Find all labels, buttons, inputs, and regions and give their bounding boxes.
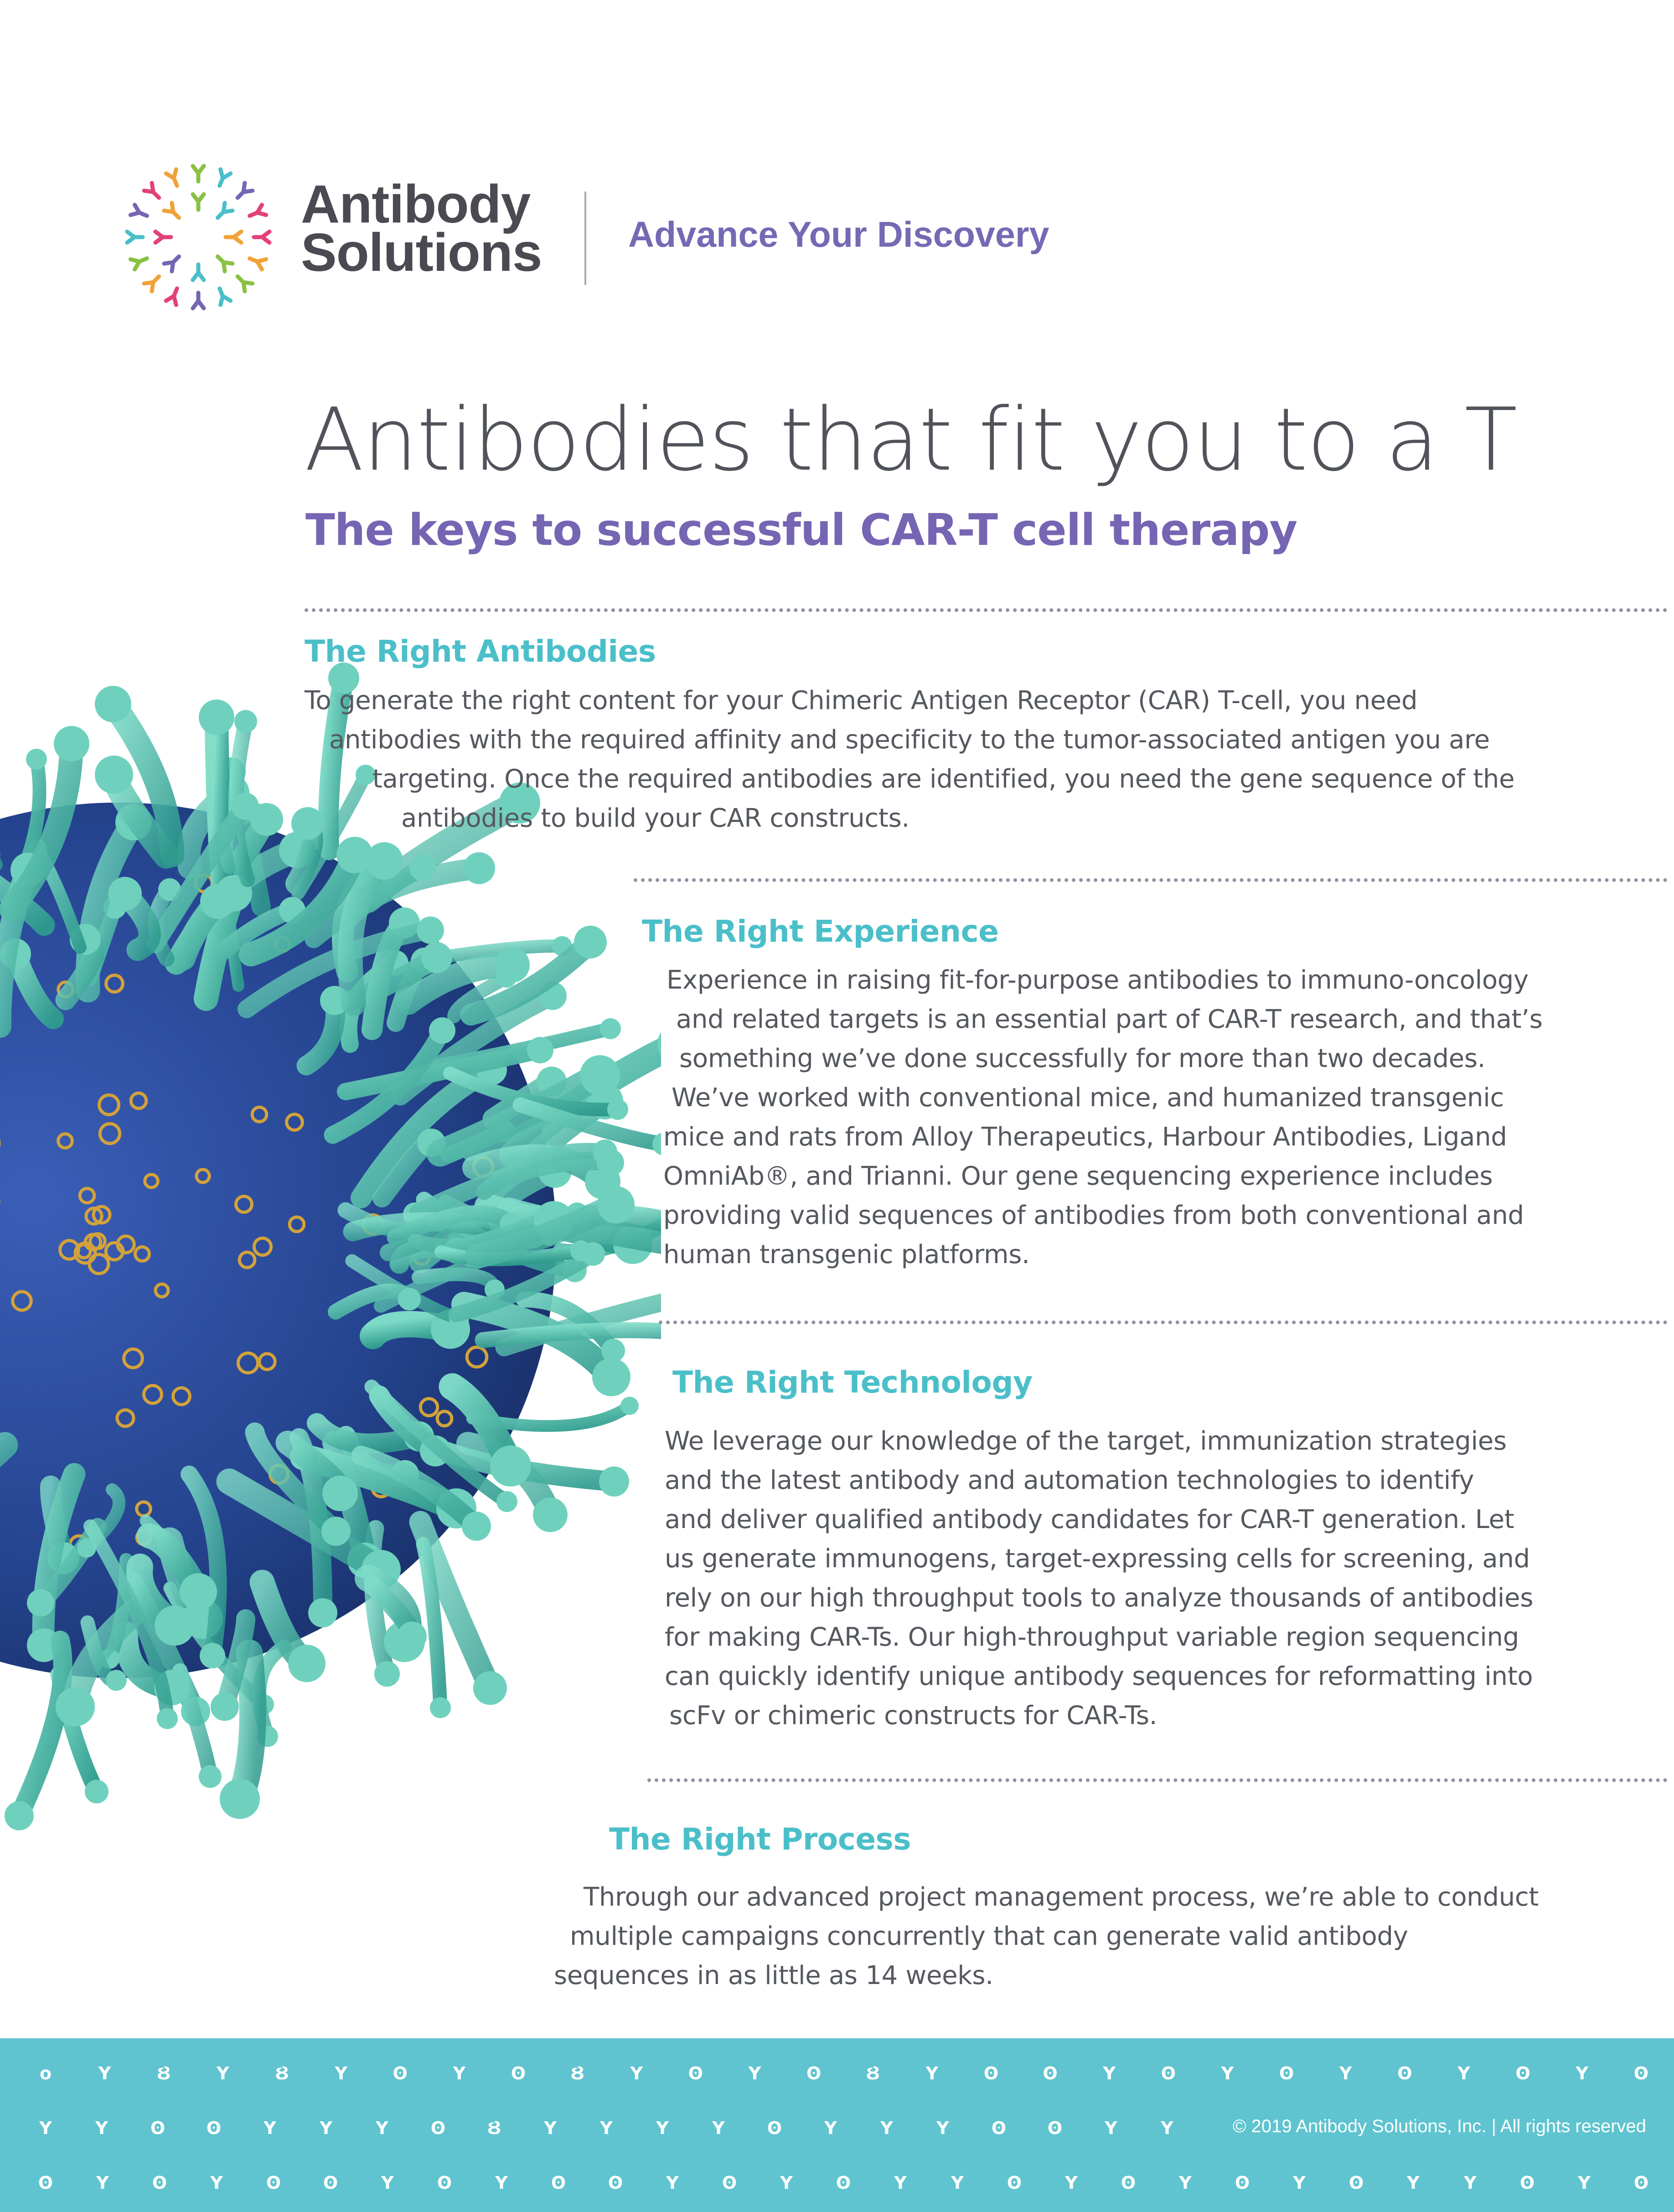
antibody-glyph-icon — [144, 273, 163, 291]
antibody-glyph-icon — [166, 286, 182, 305]
pattern-glyph: Y — [264, 2118, 276, 2138]
pattern-glyph: ʘ — [991, 2118, 1007, 2138]
tentacle-tip — [398, 1288, 421, 1311]
pattern-glyph: Y — [1293, 2173, 1306, 2193]
tentacle-tip — [54, 726, 89, 762]
tentacle-tip — [421, 942, 452, 973]
pattern-glyph: Y — [98, 2063, 111, 2083]
pattern-glyph: o — [39, 2063, 52, 2083]
antibody-glyph-icon — [193, 166, 204, 181]
header-divider — [584, 192, 586, 285]
pattern-glyph: Y — [1339, 2063, 1352, 2083]
body-line: We’ve worked with conventional mice, and humanized transgenic — [672, 1083, 1504, 1113]
tentacle-tip — [322, 1476, 358, 1511]
section-divider — [659, 1321, 1668, 1324]
pattern-glyph: ʘ — [1047, 2118, 1063, 2138]
pattern-glyph: Ȣ — [275, 2063, 289, 2083]
tentacle-tip — [26, 749, 47, 770]
pattern-glyph: ʘ — [1633, 2173, 1649, 2193]
section-divider — [647, 1778, 1668, 1782]
pattern-glyph: ʘ — [430, 2118, 446, 2138]
tentacle-tip — [463, 852, 495, 884]
page-subtitle: The keys to successful CAR-T cell therapy — [305, 505, 1297, 555]
antibody-glyph-icon — [127, 232, 143, 243]
pattern-glyph: Y — [39, 2118, 52, 2138]
pattern-glyph: ʘ — [437, 2173, 452, 2193]
tentacle-tip — [496, 968, 517, 988]
pattern-glyph: ʘ — [1161, 2063, 1176, 2083]
tagline: Advance Your Discovery — [628, 214, 1049, 254]
antibody-glyph-icon — [234, 183, 253, 202]
antibody-glyph-icon — [155, 232, 171, 243]
tentacle-tip — [607, 1099, 628, 1120]
body-line: sequences in as little as 14 weeks. — [554, 1961, 993, 1990]
tentacle-tip — [85, 1780, 108, 1803]
body-line: scFv or chimeric constructs for CAR-Ts. — [669, 1701, 1157, 1730]
pattern-glyph: Y — [544, 2118, 557, 2138]
tentacle-tip — [599, 1466, 629, 1497]
body-line: We leverage our knowledge of the target, immunization strategies — [665, 1426, 1507, 1456]
pattern-glyph: Y — [95, 2118, 108, 2138]
tentacle-tip — [234, 710, 257, 733]
tentacle-tip — [417, 917, 444, 944]
pattern-glyph: Y — [712, 2118, 725, 2138]
tentacle-tip — [496, 1491, 517, 1512]
pattern-glyph: ʘ — [150, 2118, 165, 2138]
tentacle-tip — [473, 1671, 507, 1705]
pattern-glyph: ʘ — [806, 2063, 822, 2083]
tentacle-tip — [398, 1621, 427, 1651]
tentacle-tip — [199, 699, 234, 735]
pattern-glyph: Y — [1105, 2118, 1117, 2138]
body-line: and the latest antibody and automation technologies to identify — [665, 1466, 1474, 1495]
antibody-glyph-icon — [164, 203, 183, 222]
pattern-glyph: ʘ — [1121, 2173, 1136, 2193]
pattern-glyph: Y — [1161, 2118, 1173, 2138]
tentacle-tip — [106, 1670, 127, 1691]
pattern-glyph: ʘ — [983, 2063, 999, 2083]
antibody-glyph-icon — [248, 205, 266, 221]
tentacle-tip — [27, 1589, 54, 1616]
pattern-glyph: ʘ — [511, 2063, 526, 2083]
tentacle-tip — [95, 756, 133, 794]
pattern-glyph: Y — [1576, 2063, 1589, 2083]
pattern-glyph: ʘ — [767, 2118, 782, 2138]
antibody-ring-logo-icon — [116, 155, 280, 319]
tentacle-tip — [321, 1517, 351, 1546]
antibody-glyph-icon — [193, 194, 204, 210]
tentacle-tip — [570, 1240, 591, 1261]
tentacle-tip — [95, 686, 131, 722]
tentacle-tip — [220, 1779, 260, 1819]
antibody-glyph-icon — [130, 205, 149, 221]
body-line: providing valid sequences of antibodies from both conventional and — [663, 1201, 1524, 1230]
pattern-glyph: Y — [1103, 2063, 1116, 2083]
body-line: Through our advanced project management process, we’re able to conduct — [584, 1882, 1539, 1912]
tentacle-tip — [409, 855, 436, 881]
tentacle-tip — [180, 1573, 217, 1611]
section-divider — [634, 878, 1668, 882]
body-line: To generate the right content for your Chimeric Antigen Receptor (CAR) T-cell, you need — [305, 686, 1418, 715]
pattern-glyph: ʘ — [1279, 2063, 1294, 2083]
pattern-glyph: ʘ — [551, 2173, 566, 2193]
body-line: antibodies to build your CAR constructs. — [401, 803, 909, 833]
pattern-glyph: Y — [1464, 2173, 1477, 2193]
tentacle-tip — [5, 1801, 34, 1830]
body-line: and related targets is an essential part of CAR-T research, and that’s — [676, 1005, 1543, 1034]
tentacle-tip — [56, 1687, 95, 1726]
page-title: Antibodies that fit you to a T — [305, 389, 1517, 490]
tentacle-tip — [527, 1037, 553, 1063]
tentacle-tip — [601, 1339, 625, 1362]
pattern-glyph: Y — [824, 2118, 837, 2138]
brand-name — [301, 174, 556, 283]
pattern-glyph: ʘ — [393, 2063, 408, 2083]
cell-tentacle — [483, 1330, 661, 1340]
pattern-glyph: ʘ — [266, 2173, 281, 2193]
pattern-glyph: ʘ — [323, 2173, 338, 2193]
pattern-glyph: ʘ — [1515, 2063, 1530, 2083]
body-line: antibodies with the required affinity and specificity to the tumor-associated antigen you are — [329, 725, 1490, 755]
tentacle-tip — [620, 1397, 639, 1415]
antibody-glyph-icon — [214, 203, 232, 222]
antibody-glyph-icon — [164, 253, 183, 271]
tentacle-tip — [374, 1661, 400, 1687]
pattern-glyph: ʘ — [1397, 2063, 1412, 2083]
antibody-glyph-icon — [234, 273, 253, 291]
pattern-glyph: ʘ — [1348, 2173, 1364, 2193]
pattern-glyph: Y — [376, 2118, 388, 2138]
antibody-glyph-icon — [248, 254, 266, 269]
tentacle-tip — [533, 1497, 568, 1532]
footer-pattern-row — [32, 2063, 1655, 2083]
pattern-glyph: Ȣ — [570, 2063, 584, 2083]
tentacle-tip — [600, 1018, 621, 1039]
tentacle-tip — [199, 1765, 222, 1788]
pattern-glyph: Y — [780, 2173, 793, 2193]
pattern-glyph: Y — [453, 2063, 466, 2083]
pattern-glyph: ʘ — [1235, 2173, 1250, 2193]
pattern-glyph: Ȣ — [156, 2063, 171, 2083]
pattern-glyph: Y — [630, 2063, 643, 2083]
pattern-glyph: ʘ — [688, 2063, 703, 2083]
antibody-glyph-icon — [166, 169, 182, 188]
tentacle-tip — [291, 807, 324, 840]
section-divider — [305, 608, 1668, 612]
pattern-glyph: Y — [495, 2173, 508, 2193]
pattern-glyph: ʘ — [836, 2173, 851, 2193]
pattern-glyph: ʘ — [38, 2173, 53, 2193]
pattern-glyph: ʘ — [608, 2173, 623, 2193]
antibody-glyph-icon — [144, 183, 163, 202]
antibody-glyph-icon — [215, 286, 231, 305]
body-line: human transgenic platforms. — [663, 1240, 1030, 1269]
pattern-glyph: Y — [880, 2118, 893, 2138]
body-line: rely on our high throughput tools to analyze thousands of antibodies — [665, 1583, 1534, 1613]
pattern-glyph: Y — [1065, 2173, 1078, 2193]
pattern-glyph: Y — [600, 2118, 613, 2138]
pattern-glyph: Y — [656, 2118, 669, 2138]
tentacle-tip — [597, 1186, 635, 1223]
pattern-glyph: Y — [925, 2063, 939, 2083]
pattern-glyph: Y — [748, 2063, 761, 2083]
tentacle-tip — [200, 1643, 225, 1668]
body-line: OmniAb®, and Trianni. Our gene sequencing experience includes — [663, 1161, 1493, 1191]
pattern-glyph: ʘ — [1633, 2063, 1649, 2083]
pattern-glyph: ʘ — [1519, 2173, 1535, 2193]
footer-pattern-row — [32, 2118, 1181, 2138]
pattern-glyph: Y — [1578, 2173, 1591, 2193]
tentacle-tip — [155, 1606, 195, 1646]
brand-name-line1: Antibody — [301, 174, 531, 234]
pattern-glyph: Y — [217, 2063, 229, 2083]
footer-pattern-row — [32, 2173, 1655, 2193]
pattern-glyph: Y — [951, 2173, 964, 2193]
body-line: multiple campaigns concurrently that can generate valid antibody — [570, 1922, 1408, 1951]
tentacle-tip — [580, 1055, 620, 1095]
tentacle-tip — [430, 1697, 451, 1718]
tentacle-tip — [288, 1645, 326, 1682]
section-title-antibodies: The Right Antibodies — [305, 634, 656, 669]
body-line: something we’ve done successfully for more than two decades. — [679, 1044, 1486, 1073]
tentacle-tip — [108, 877, 142, 911]
tentacle-tip — [232, 793, 259, 820]
body-line: targeting. Once the required antibodies are identified, you need the gene sequence of the — [372, 764, 1515, 794]
tentacle-tip — [592, 1358, 630, 1396]
pattern-glyph: ʘ — [1007, 2173, 1022, 2193]
tentacle-tip — [211, 1693, 239, 1721]
pattern-glyph: Ȣ — [866, 2063, 880, 2083]
antibody-glyph-icon — [193, 293, 204, 308]
antibody-glyph-icon — [226, 232, 241, 243]
pattern-glyph: Y — [210, 2173, 223, 2193]
brand-name-line2: Solutions — [301, 223, 542, 283]
pattern-glyph: ʘ — [722, 2173, 737, 2193]
section-title-process: The Right Process — [609, 1822, 911, 1857]
section-title-technology: The Right Technology — [672, 1365, 1033, 1400]
body-line: for making CAR-Ts. Our high-throughput variable region sequencing — [665, 1622, 1519, 1652]
section-title-experience: The Right Experience — [642, 914, 999, 949]
body-line: Experience in raising fit-for-purpose antibodies to immuno-oncology — [666, 965, 1529, 995]
pattern-glyph: ʘ — [206, 2118, 222, 2138]
tentacle-tip — [593, 1140, 617, 1164]
tentacle-tip — [574, 926, 607, 958]
antibody-glyph-icon — [193, 264, 204, 280]
copyright-text: © 2019 Antibody Solutions, Inc. | All rights reserved — [1226, 2116, 1653, 2137]
pattern-glyph: ʘ — [1043, 2063, 1058, 2083]
tentacle-tip — [200, 884, 235, 919]
pattern-glyph: Y — [1221, 2063, 1234, 2083]
pattern-glyph: Y — [335, 2063, 347, 2083]
antibody-glyph-icon — [130, 254, 149, 269]
antibody-glyph-icon — [214, 253, 232, 271]
pattern-glyph: Ȣ — [487, 2118, 501, 2138]
pattern-glyph: Y — [894, 2173, 907, 2193]
pattern-glyph: Y — [1407, 2173, 1420, 2193]
antibody-glyph-icon — [215, 169, 231, 188]
body-line: can quickly identify unique antibody sequences for reformatting into — [665, 1662, 1533, 1691]
tentacle-tip — [490, 1445, 531, 1487]
tentacle-tip — [308, 1598, 337, 1627]
pattern-glyph: Y — [1179, 2173, 1192, 2193]
tentacle-tip — [462, 1512, 491, 1541]
pattern-glyph: Y — [666, 2173, 679, 2193]
pattern-glyph: Y — [96, 2173, 109, 2193]
antibody-glyph-icon — [254, 232, 269, 243]
pattern-glyph: Y — [1457, 2063, 1470, 2083]
pattern-glyph: ʘ — [152, 2173, 167, 2193]
tentacle-tip — [157, 1708, 178, 1729]
body-line: us generate immunogens, target-expressing cells for screening, and — [665, 1544, 1530, 1574]
tentacle-tip — [429, 1017, 455, 1044]
pattern-glyph: Y — [381, 2173, 394, 2193]
body-line: mice and rats from Alloy Therapeutics, Harbour Antibodies, Ligand — [663, 1122, 1507, 1152]
tentacle-tip — [336, 837, 373, 873]
pattern-glyph: Y — [936, 2118, 949, 2138]
body-line: and deliver qualified antibody candidates for CAR-T generation. Let — [665, 1505, 1514, 1534]
pattern-glyph: Y — [320, 2118, 332, 2138]
